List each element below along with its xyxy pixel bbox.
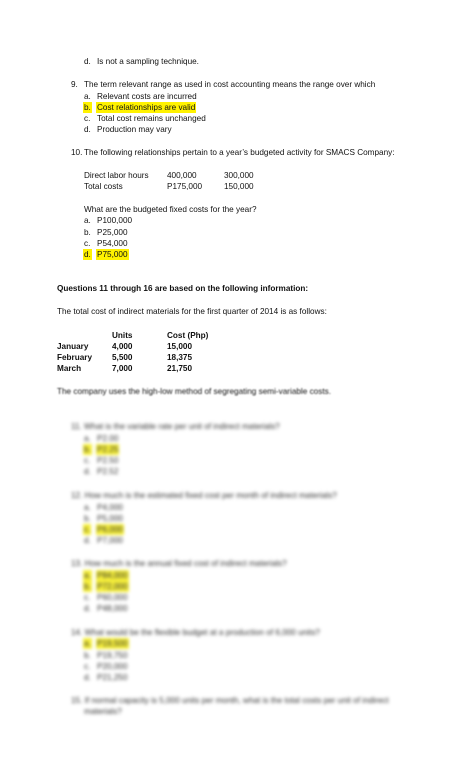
option-text: P100,000 [97, 216, 133, 225]
option-text: P60,000 [97, 593, 128, 602]
option-text: P21,250 [97, 673, 128, 682]
option-letter-highlighted: a. [84, 571, 91, 580]
option-text: P20,000 [97, 662, 128, 671]
option-text: P19,750 [97, 651, 128, 660]
row-value: P175,000 [167, 182, 203, 191]
question-number: 9. [71, 80, 78, 89]
option-text: P7,000 [97, 536, 123, 545]
question-text: 11. What is the variable rate per unit of indirect materials? [71, 422, 280, 431]
option-letter: d. [84, 604, 91, 613]
row-label: Direct labor hours [84, 171, 149, 180]
option-letter: a. [84, 216, 91, 225]
option-letter: d. [84, 125, 91, 134]
row-label: Total costs [84, 182, 123, 191]
option-letter-highlighted: b. [84, 445, 91, 454]
option-letter: c. [84, 114, 91, 123]
intro-text: The total cost of indirect materials for the first quarter of 2014 is as follows: [57, 307, 327, 316]
option-text-highlighted: P72,000 [97, 582, 128, 591]
option-text: P48,000 [97, 604, 128, 613]
option-letter: c. [84, 662, 91, 671]
question-text: What are the budgeted fixed costs for the year? [84, 205, 257, 214]
table-row-month: January [57, 342, 89, 351]
table-header-units: Units [112, 331, 133, 340]
table-row-units: 4,000 [112, 342, 133, 351]
option-text: Relevant costs are incurred [97, 92, 197, 101]
option-letter: d. [84, 57, 91, 66]
method-note: The company uses the high-low method of segregating semi-variable costs. [57, 387, 331, 396]
question-text: 12. How much is the estimated fixed cost per month of indirect materials? [71, 491, 337, 500]
option-letter: c. [84, 456, 91, 465]
option-text-highlighted: P75,000 [97, 250, 128, 259]
option-text: Total cost remains unchanged [97, 114, 206, 123]
option-text-highlighted: P19,500 [97, 639, 128, 648]
option-letter: d. [84, 467, 91, 476]
option-letter: a. [84, 434, 91, 443]
section-heading: Questions 11 through 16 are based on the following information: [57, 284, 309, 293]
option-text-highlighted: P84,000 [97, 571, 128, 580]
question-text-continued: materials? [84, 707, 122, 716]
option-text: P5,000 [97, 514, 123, 523]
option-text-highlighted: P2.25 [97, 445, 119, 454]
option-text: P25,000 [97, 228, 128, 237]
question-text: 15. If normal capacity is 5,000 units per month, what is the total costs per unit of indirect [71, 696, 389, 705]
option-text: P2.50 [97, 456, 119, 465]
table-header-cost: Cost (Php) [167, 331, 209, 340]
option-letter: a. [84, 92, 91, 101]
option-letter: d. [84, 536, 91, 545]
row-value: 300,000 [224, 171, 254, 180]
option-letter: b. [84, 228, 91, 237]
table-row-units: 7,000 [112, 364, 133, 373]
option-letter: d. [84, 673, 91, 682]
table-row-cost: 15,000 [167, 342, 193, 351]
table-row-cost: 21,750 [167, 364, 193, 373]
option-letter-highlighted: b. [84, 103, 91, 112]
option-letter: a. [84, 503, 91, 512]
option-letter-highlighted: d. [84, 250, 91, 259]
table-row-units: 5,500 [112, 353, 133, 362]
option-text: Production may vary [97, 125, 172, 134]
question-text: 14. What would be the flexible budget at a production of 6,000 units? [71, 628, 320, 637]
table-row-month: March [57, 364, 82, 373]
option-letter: b. [84, 651, 91, 660]
option-text: P2.00 [97, 434, 119, 443]
option-letter: b. [84, 514, 91, 523]
option-text-highlighted: Cost relationships are valid [97, 103, 196, 112]
option-text: Is not a sampling technique. [97, 57, 199, 66]
table-row-month: February [57, 353, 93, 362]
row-value: 150,000 [224, 182, 254, 191]
option-text: P54,000 [97, 239, 128, 248]
option-text-highlighted: P6,000 [97, 525, 123, 534]
option-letter-highlighted: c. [84, 525, 91, 534]
option-text: P4,000 [97, 503, 123, 512]
option-letter: c. [84, 593, 91, 602]
row-value: 400,000 [167, 171, 197, 180]
option-text: P2.52 [97, 467, 119, 476]
option-letter-highlighted: b. [84, 582, 91, 591]
table-row-cost: 18,375 [167, 353, 193, 362]
option-letter: c. [84, 239, 91, 248]
option-letter-highlighted: a. [84, 639, 91, 648]
question-text: The term relevant range as used in cost accounting means the range over which [84, 80, 376, 89]
question-number: 10. [71, 148, 83, 157]
question-text: The following relationships pertain to a year’s budgeted activity for SMACS Company: [84, 148, 395, 157]
question-text: 13. How much is the annual fixed cost of indirect materials? [71, 559, 287, 568]
